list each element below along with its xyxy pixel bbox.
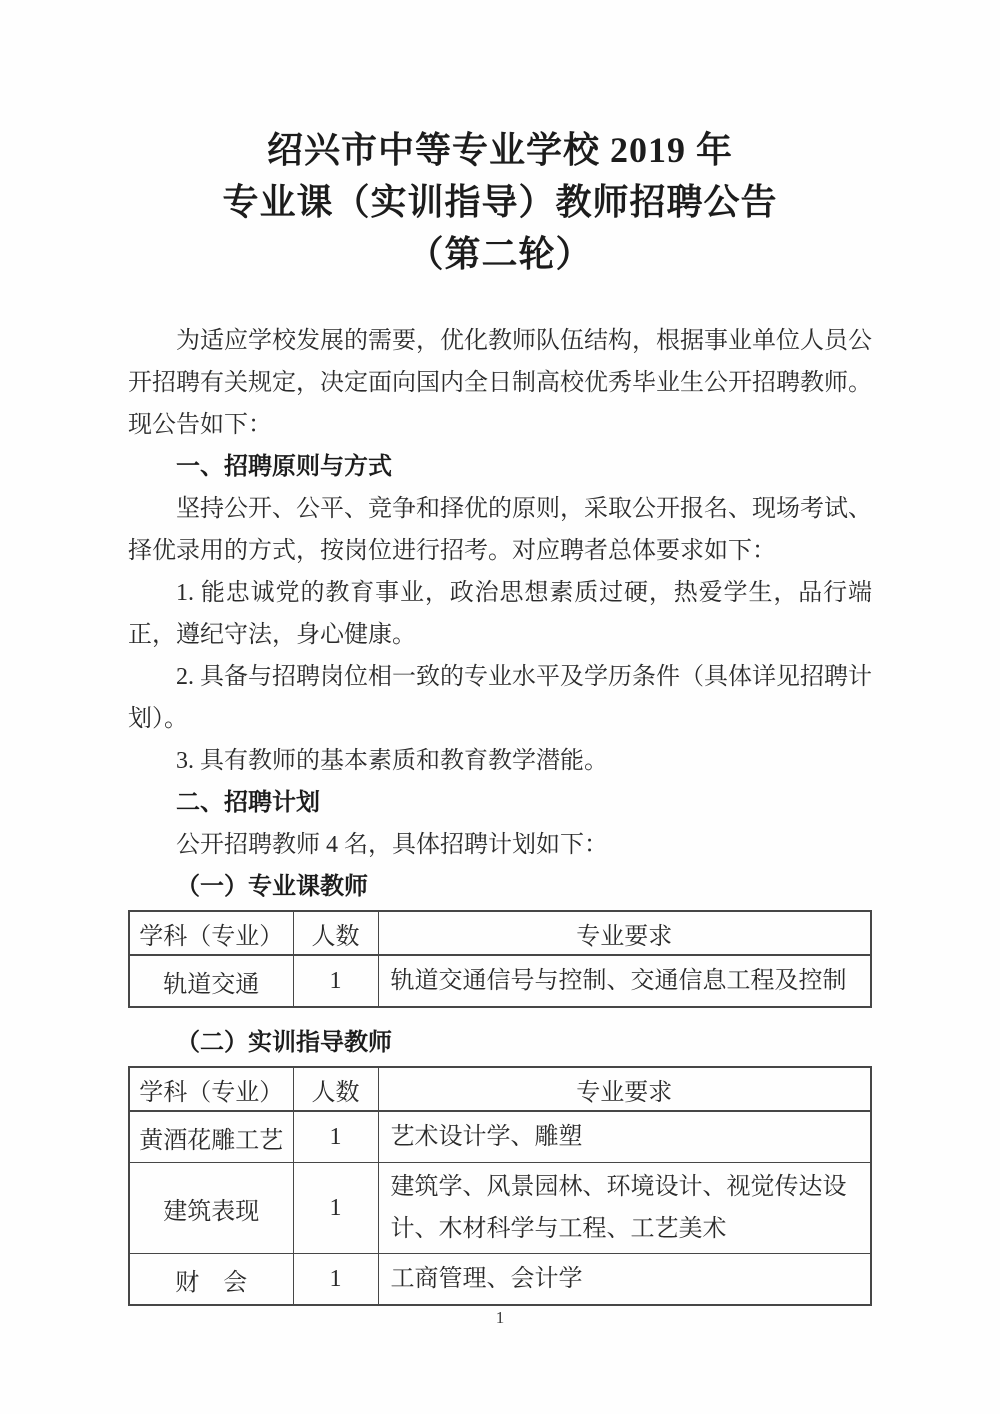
table-row	[129, 1111, 871, 1163]
page-number: 1	[495, 1308, 505, 1327]
section-1-item-2: 2. 具备与招聘岗位相一致的专业水平及学历条件（具体详见招聘计划）。	[128, 664, 872, 732]
cell-count: 1	[293, 1163, 378, 1254]
column-header-subject: 学科（专业）	[129, 1067, 293, 1111]
document-content	[128, 0, 872, 1306]
cell-count: 1	[293, 1254, 378, 1306]
column-header-count: 人数	[293, 1067, 378, 1111]
cell-subject: 建筑表现	[129, 1163, 293, 1254]
section-2-paragraph: 公开招聘教师 4 名，具体招聘计划如下：	[176, 832, 608, 858]
document-title	[128, 0, 872, 280]
cell-subject: 轨道交通	[129, 955, 293, 1007]
title-line-2: 专业课（实训指导）教师招聘公告	[222, 182, 778, 222]
column-header-subject: 学科（专业）	[129, 911, 293, 955]
column-header-requirement: 专业要求	[378, 911, 871, 955]
section-1-heading: 一、招聘原则与方式	[176, 453, 392, 480]
title-line-3: （第二轮）	[407, 234, 593, 274]
cell-subject: 黄酒花雕工艺	[129, 1111, 293, 1163]
section-2-heading: 二、招聘计划	[176, 789, 320, 816]
cell-requirement: 建筑学、风景园林、环境设计、视觉传达设计、木材科学与工程、工艺美术	[378, 1163, 871, 1254]
table-training-instructors	[128, 1066, 872, 1306]
table-row	[129, 1163, 871, 1254]
cell-subject: 财 会	[129, 1254, 293, 1306]
column-header-requirement: 专业要求	[378, 1067, 871, 1111]
table-row	[129, 1254, 871, 1306]
cell-count: 1	[293, 1111, 378, 1163]
section-1-item-3: 3. 具有教师的基本素质和教育教学潜能。	[176, 748, 608, 774]
title-line-1: 绍兴市中等专业学校 2019 年	[266, 130, 733, 170]
section-1-item-1: 1. 能忠诚党的教育事业，政治思想素质过硬，热爱学生，品行端正，遵纪守法，身心健康。	[128, 580, 872, 648]
column-header-count: 人数	[293, 911, 378, 955]
table-header-row	[129, 911, 871, 955]
subsection-1-heading: （一）专业课教师	[176, 874, 368, 900]
section-1-paragraph: 坚持公开、公平、竞争和择优的原则，采取公开报名、现场考试、择优录用的方式，按岗位进行招考。对应聘者总体要求如下：	[128, 496, 872, 564]
cell-requirement: 工商管理、会计学	[378, 1254, 871, 1306]
table-row	[129, 955, 871, 1007]
subsection-2-heading: （二）实训指导教师	[176, 1030, 392, 1056]
intro-paragraph: 为适应学校发展的需要，优化教师队伍结构，根据事业单位人员公开招聘有关规定，决定面向国内全日制高校优秀毕业生公开招聘教师。现公告如下：	[128, 328, 872, 438]
table-header-row	[129, 1067, 871, 1111]
cell-requirement: 轨道交通信号与控制、交通信息工程及控制	[378, 955, 871, 1007]
cell-requirement: 艺术设计学、雕塑	[378, 1111, 871, 1163]
table-professional-course-teachers	[128, 910, 872, 1008]
cell-count: 1	[293, 955, 378, 1007]
